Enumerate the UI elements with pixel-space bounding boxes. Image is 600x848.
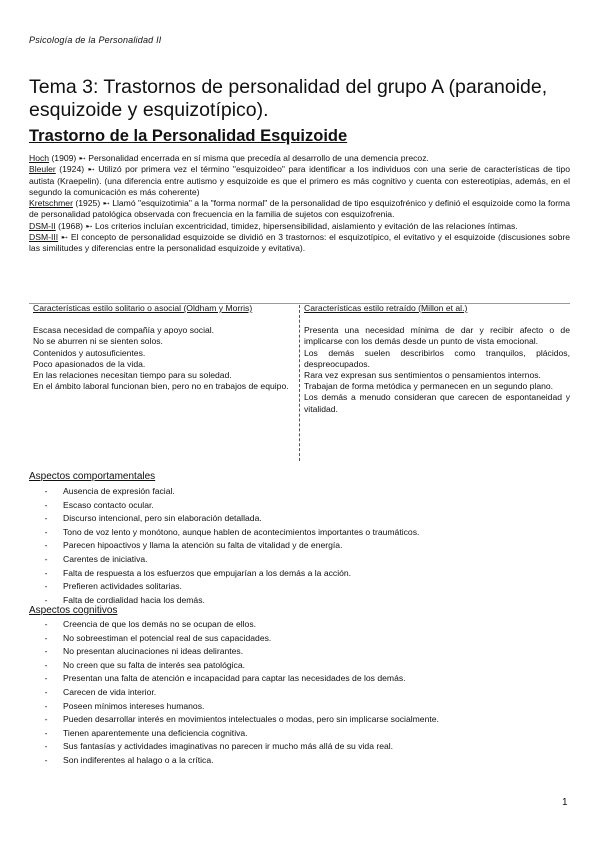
column-heading: Características estilo solitario o asocial (Oldham y Morris)	[33, 303, 253, 313]
bullet: -	[44, 754, 48, 765]
intro-text: (1909) ➸ Personalidad encerrada en sí misma que precedía al desarrollo de una demencia precoz.	[49, 153, 429, 163]
intro-paragraph	[29, 153, 570, 164]
list-item-text: Escaso contacto ocular.	[63, 499, 154, 510]
intro-paragraph	[29, 198, 570, 221]
intro-text: (1925) ➸ Llamó "esquizotimia" a la "forma normal" de la personalidad de tipo esquizofrénico y definió el esquizoide como la forma de personalidad patológica observada con frecuencia en la familia de sujetos con esquizofrenia.	[29, 198, 570, 220]
list-item-text: Falta de respuesta a los esfuerzos que empujarían a los demás a la acción.	[63, 567, 352, 578]
intro-term: Hoch	[29, 153, 50, 163]
bullet: -	[44, 659, 48, 670]
list-item-text: Pueden desarrollar interés en movimientos intelectuales o modas, pero sin implicarse socialmente.	[63, 714, 439, 725]
list-item	[29, 553, 570, 567]
running-header: Psicología de la Personalidad II	[29, 35, 162, 45]
list-item-text: Carentes de iniciativa.	[63, 553, 148, 564]
list-item	[29, 512, 570, 526]
list-item	[29, 645, 570, 659]
intro-text: (1968) ➸ Los criterios incluían excentricidad, timidez, hipersensibilidad, aislamiento y evitación de las relaciones íntimas.	[55, 220, 518, 231]
intro-text: (1924) ➸ Utilizó por primera vez el término "esquizoideo" para identificar a los individuos con una serie de características de tipo autista (Kraepelin). (una diferencia entre autismo y esquizoide es que el primero es más cognitivo y cuenta con estereotipias, además, en el segundo la comunicación es más coherente)	[29, 164, 570, 197]
list-item	[29, 727, 570, 741]
bullet: -	[44, 686, 48, 697]
bullet: -	[44, 526, 48, 537]
intro-term: DSM-III	[29, 231, 59, 242]
column-line: Poco apasionados de la vida.	[33, 358, 146, 369]
list-item	[29, 686, 570, 700]
bullet: -	[44, 594, 48, 605]
section-title: Trastorno de la Personalidad Esquizoide	[29, 127, 348, 145]
list-item-text: Falta de cordialidad hacia los demás.	[63, 594, 205, 605]
list-item-text: Creencia de que los demás no se ocupan de ellos.	[63, 619, 257, 629]
behavioral-heading: Aspectos comportamentales	[29, 471, 156, 482]
list-item	[29, 539, 570, 553]
column-divider	[299, 305, 300, 461]
intro-paragraph	[29, 164, 570, 198]
comparison-table	[29, 303, 570, 466]
list-item-text: Parecen hipoactivos y llama la atención su falta de vitalidad y de energía.	[63, 540, 343, 551]
bullet: -	[44, 632, 48, 643]
bullet: -	[44, 553, 48, 564]
intro-term: DSM-II	[29, 220, 56, 231]
column-line: En las relaciones necesitan tiempo para su soledad.	[33, 370, 232, 381]
bullet: -	[44, 567, 48, 578]
page-number: 1	[562, 797, 568, 808]
intro-term: Kretschmer	[29, 198, 73, 208]
list-item	[29, 580, 570, 594]
list-item	[29, 499, 570, 513]
list-item-text: Sus fantasías y actividades imaginativas no parecen ir mucho más allá de su vida real.	[63, 741, 394, 752]
column-line: Presenta una necesidad mínima de dar y recibir afecto o de implicarse con los demás desde un punto de vista emocional.	[304, 325, 570, 347]
cognitive-heading: Aspectos cognitivos	[29, 605, 118, 616]
list-item	[29, 526, 570, 540]
list-item	[29, 485, 570, 499]
solitary-style-column	[33, 303, 295, 392]
column-line: No se aburren ni se sienten solos.	[33, 336, 163, 347]
column-line: Escasa necesidad de compañía y apoyo social.	[33, 325, 215, 336]
list-item	[29, 740, 570, 754]
intro-paragraph	[29, 232, 570, 255]
column-line: Rara vez expresan sus sentimientos o pensamientos internos.	[304, 370, 541, 381]
list-item	[29, 618, 570, 632]
column-line: Los demás a menudo consideran que carecen de espontaneidad y vitalidad.	[304, 392, 570, 414]
column-heading: Características estilo retraído (Millon et al.)	[304, 303, 468, 313]
list-item-text: Carecen de vida interior.	[63, 686, 157, 697]
list-item-text: No presentan alucinaciones ni ideas delirantes.	[63, 646, 244, 657]
list-item-text: Prefieren actividades solitarias.	[63, 581, 182, 592]
list-item	[29, 713, 570, 727]
intro-text: ➸ El concepto de personalidad esquizoide se dividió en 3 trastornos: el esquizotípico, el evitativo y el esquizoide (discusiones sobre las similitudes y diferencias entre la personalidad esquizoide y evitativa).	[29, 231, 570, 253]
list-item	[29, 754, 570, 768]
column-line: Trabajan de forma metódica y permanecen en un segundo plano.	[304, 381, 554, 392]
bullet: -	[44, 486, 48, 496]
list-item-text: Poseen mínimos intereses humanos.	[63, 700, 205, 711]
intro-paragraphs	[29, 153, 570, 254]
bullet: -	[44, 646, 48, 657]
column-line: Los demás suelen describirlos como tranquilos, plácidos, despreocupados.	[304, 347, 570, 369]
list-item-text: Presentan una falta de atención e incapacidad para captar las necesidades de los demás.	[63, 673, 406, 684]
list-item	[29, 672, 570, 686]
intro-term: Bleuler	[29, 164, 56, 175]
column-line: En el ámbito laboral funcionan bien, pero no en trabajos de equipo.	[33, 381, 289, 392]
withdrawn-style-column	[304, 303, 570, 415]
page-title: Tema 3: Trastornos de personalidad del grupo A (paranoide, esquizoide y esquizotípico).	[29, 76, 548, 121]
bullet: -	[44, 581, 48, 592]
list-item	[29, 700, 570, 714]
list-item-text: No sobreestiman el potencial real de sus capacidades.	[63, 632, 272, 643]
behavioral-list	[29, 485, 570, 607]
bullet: -	[44, 727, 48, 738]
list-item-text: Tono de voz lento y monótono, aunque hablen de acontecimientos importantes o traumáticos.	[63, 526, 420, 537]
list-item-text: No creen que su falta de interés sea patológica.	[63, 659, 246, 670]
column-line: Contenidos y autosuficientes.	[33, 347, 146, 358]
bullet: -	[44, 700, 48, 711]
list-item-text: Discurso intencional, pero sin elaboración detallada.	[63, 513, 262, 524]
list-item-text: Tienen aparentemente una deficiencia cognitiva.	[63, 727, 248, 738]
bullet: -	[44, 540, 48, 551]
list-item-text: Ausencia de expresión facial.	[63, 486, 175, 496]
intro-paragraph	[29, 221, 570, 232]
bullet: -	[44, 499, 48, 510]
cognitive-list	[29, 618, 570, 768]
bullet: -	[44, 513, 48, 524]
list-item-text: Son indiferentes al halago o a la crítica.	[63, 754, 214, 765]
list-item	[29, 632, 570, 646]
bullet: -	[44, 619, 48, 629]
bullet: -	[44, 741, 48, 752]
bullet: -	[44, 714, 48, 725]
list-item	[29, 567, 570, 581]
list-item	[29, 659, 570, 673]
bullet: -	[44, 673, 48, 684]
